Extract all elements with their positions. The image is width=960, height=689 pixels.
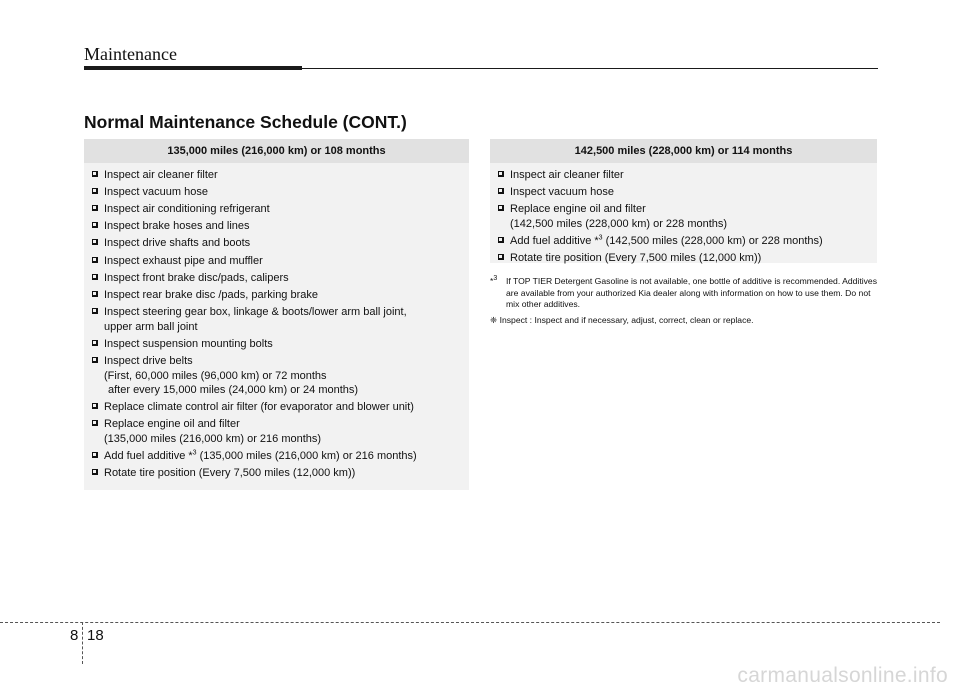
footnote-inspect: ❈ Inspect : Inspect and if necessary, adjust, correct, clean or replace. <box>490 314 754 325</box>
footnotes <box>490 276 880 326</box>
checkbox-icon <box>92 420 98 426</box>
item-text: Replace engine oil and filter <box>104 418 240 431</box>
checkbox-icon <box>92 274 98 280</box>
item-detail: upper arm ball joint <box>104 320 198 333</box>
checkbox-icon <box>92 205 98 211</box>
item-text: Inspect drive belts <box>104 355 193 368</box>
checkbox-icon <box>498 171 504 177</box>
footer-divider <box>0 622 940 623</box>
checkbox-icon <box>92 257 98 263</box>
checklist-item <box>92 305 461 334</box>
checklist-item <box>92 417 461 446</box>
item-text: Add fuel additive *$^3$ (135,000 miles (216,000 km) or 216 months) <box>104 449 417 463</box>
item-detail: (First, 60,000 miles (96,000 km) or 72 months <box>104 369 327 382</box>
item-text: Add fuel additive *$^3$ (142,500 miles (228,000 km) or 228 months) <box>510 234 823 247</box>
footnote-ref: 3 <box>598 234 603 242</box>
checklist-item <box>92 271 461 286</box>
page-number: 18 <box>87 627 104 644</box>
checklist-item <box>92 202 461 217</box>
checkbox-icon <box>92 171 98 177</box>
checkbox-icon <box>92 357 98 363</box>
header-rule-thick <box>84 66 302 70</box>
checklist-item <box>92 254 461 269</box>
chapter-number: 8 <box>70 627 79 644</box>
item-text: Inspect suspension mounting bolts <box>104 337 273 350</box>
item-text: Inspect vacuum hose <box>104 185 208 198</box>
section-title: Maintenance <box>84 44 177 64</box>
checklist-item <box>92 288 461 303</box>
item-text: Replace engine oil and filter <box>510 203 646 216</box>
checklist-item <box>92 185 461 200</box>
item-detail: (135,000 miles (216,000 km) or 216 months) <box>104 432 322 445</box>
item-text: Inspect vacuum hose <box>510 185 614 198</box>
checkbox-icon <box>92 239 98 245</box>
footnote-mark: *$^3$ <box>490 275 498 286</box>
left-panel-heading: 135,000 miles (216,000 km) or 108 months <box>84 139 469 163</box>
header-rule-thin <box>302 68 878 69</box>
checkbox-icon <box>92 469 98 475</box>
item-text: Replace climate control air filter (for evaporator and blower unit) <box>104 401 414 414</box>
checklist-item <box>498 185 869 200</box>
checkbox-icon <box>92 308 98 314</box>
checkbox-icon <box>92 403 98 409</box>
checkbox-icon <box>498 237 504 243</box>
item-text: Inspect brake hoses and lines <box>104 220 250 233</box>
footer-page-divider <box>82 622 83 664</box>
right-panel-heading: 142,500 miles (228,000 km) or 114 months <box>490 139 877 163</box>
checkbox-icon <box>92 188 98 194</box>
item-detail: after every 15,000 miles (24,000 km) or 24 months) <box>108 384 359 397</box>
checklist-item <box>92 400 461 415</box>
checklist-item <box>92 466 461 481</box>
footnote-additive <box>490 276 880 311</box>
checkbox-icon <box>92 340 98 346</box>
checklist-item <box>92 449 461 464</box>
item-text: Rotate tire position (Every 7,500 miles (12,000 km)) <box>104 467 356 480</box>
item-text: Rotate tire position (Every 7,500 miles (12,000 km)) <box>510 251 762 264</box>
checklist-item <box>92 354 461 398</box>
right-checklist <box>490 163 877 265</box>
footnote-additive-text: If TOP TIER Detergent Gasoline is not available, one bottle of additive is recommended. Additives are available from your authorized Kia dealer along with information on how to use them. Do not mix other additives. <box>506 276 878 309</box>
checkbox-icon <box>92 222 98 228</box>
item-text: Inspect front brake disc/pads, calipers <box>104 271 289 284</box>
checklist-item <box>92 219 461 234</box>
checkbox-icon <box>498 254 504 260</box>
item-text: Inspect air cleaner filter <box>104 168 218 181</box>
checklist-item <box>498 202 869 231</box>
left-checklist <box>84 163 469 481</box>
checkbox-icon <box>498 205 504 211</box>
item-text: Inspect air cleaner filter <box>510 168 624 181</box>
checklist-item <box>92 168 461 183</box>
right-schedule-panel <box>490 139 877 263</box>
checkbox-icon <box>498 188 504 194</box>
item-text: Inspect rear brake disc /pads, parking brake <box>104 289 319 301</box>
checkbox-icon <box>92 291 98 297</box>
watermark: carmanualsonline.info <box>737 664 948 687</box>
checklist-item <box>92 236 461 251</box>
item-text: Inspect air conditioning refrigerant <box>104 203 270 216</box>
left-schedule-panel <box>84 139 469 490</box>
item-detail: (142,500 miles (228,000 km) or 228 months) <box>510 217 728 230</box>
checklist-item <box>92 337 461 352</box>
checklist-item <box>498 168 869 183</box>
footnote-ref: 3 <box>192 449 197 457</box>
checkbox-icon <box>92 452 98 458</box>
item-text: Inspect steering gear box, linkage & boots/lower arm ball joint, <box>104 306 407 319</box>
checklist-item <box>498 251 869 266</box>
checklist-item <box>498 234 869 249</box>
item-text: Inspect exhaust pipe and muffler <box>104 254 263 267</box>
item-text: Inspect drive shafts and boots <box>104 237 251 250</box>
page-heading: Normal Maintenance Schedule (CONT.) <box>84 112 407 132</box>
